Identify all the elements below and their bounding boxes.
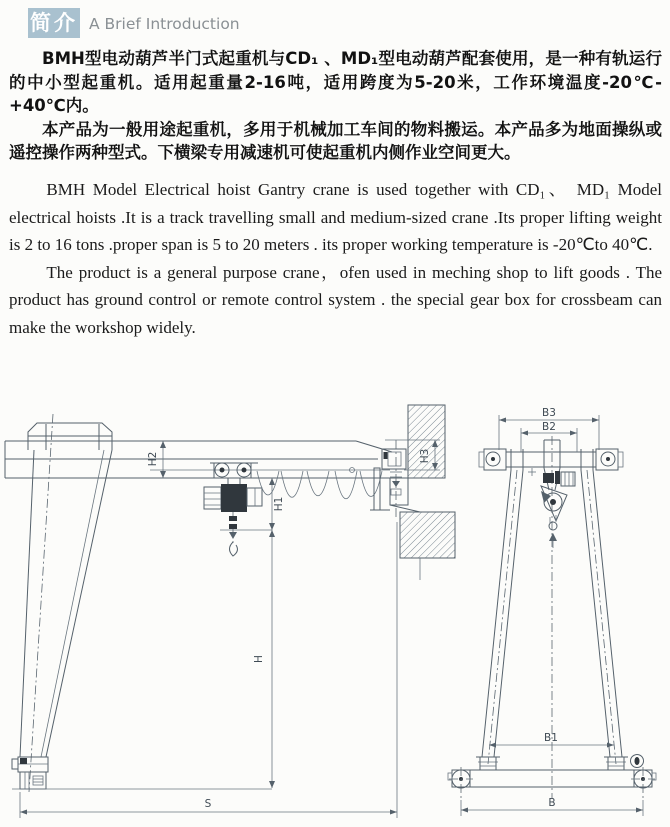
dim-label-h1: H1: [273, 496, 285, 512]
intro-english: [9, 176, 662, 341]
section-title: A Brief Introduction: [89, 15, 240, 33]
cn-paragraph-1: BMH型电动葫芦半门式起重机与CD₁ 、MD₁型电动葫芦配套使用，是一种有轨运行的中小型起重机。适用起重量2-16吨，适用跨度为5-20米，工作环境温度-20℃-+40℃内。: [9, 49, 662, 115]
gantry-leg: [20, 414, 112, 792]
dimension-h2: [147, 441, 166, 478]
en-paragraph-2: The product is a general purpose crane，ofen used in meching shop to lift goods . The product has ground control or remote control system . the special gear box for crossbeam can make the workshop widely.: [9, 262, 662, 337]
dim-label-h: H: [253, 655, 265, 663]
dim-label-b1: B1: [544, 732, 558, 744]
dimension-b1: [489, 732, 614, 748]
dimension-b: [461, 797, 643, 816]
end-view-drawing: [448, 407, 656, 816]
dim-label-h3: H3: [419, 448, 431, 464]
dim-label-h2: H2: [147, 451, 159, 467]
cn-paragraph-2: 本产品为一般用途起重机，多用于机械加工车间的物料搬运。本产品多为地面操纵或遥控操作两种型式。下横梁专用减速机可使起重机内侧作业空间更大。: [9, 119, 662, 162]
dim-label-b: B: [548, 797, 556, 809]
wall-section: [390, 405, 455, 580]
dim-label-b3: B3: [542, 407, 556, 419]
side-view-drawing: [5, 405, 455, 818]
technical-drawings: [0, 377, 670, 827]
en-paragraph-1: BMH Model Electrical hoist Gantry crane is used together with CD₁、 MD₁ Model electrical hoists .It is a track travelling small and medium-sized crane .Its proper lifting weight is 2 to 16 tons .proper span is 5 to 20 meters . its proper working temperature is -20℃to 40℃.: [9, 180, 662, 254]
dimension-b2: [521, 421, 577, 452]
dim-label-s: S: [204, 798, 212, 810]
section-badge: 简介: [28, 8, 80, 38]
dim-label-b2: B2: [542, 421, 556, 433]
intro-chinese: [9, 47, 662, 165]
main-girder: [5, 441, 392, 478]
end-carriage: [479, 449, 623, 470]
dimension-s: [20, 522, 397, 818]
hoist-end-view: [528, 468, 575, 548]
hook-assembly: [229, 512, 237, 556]
